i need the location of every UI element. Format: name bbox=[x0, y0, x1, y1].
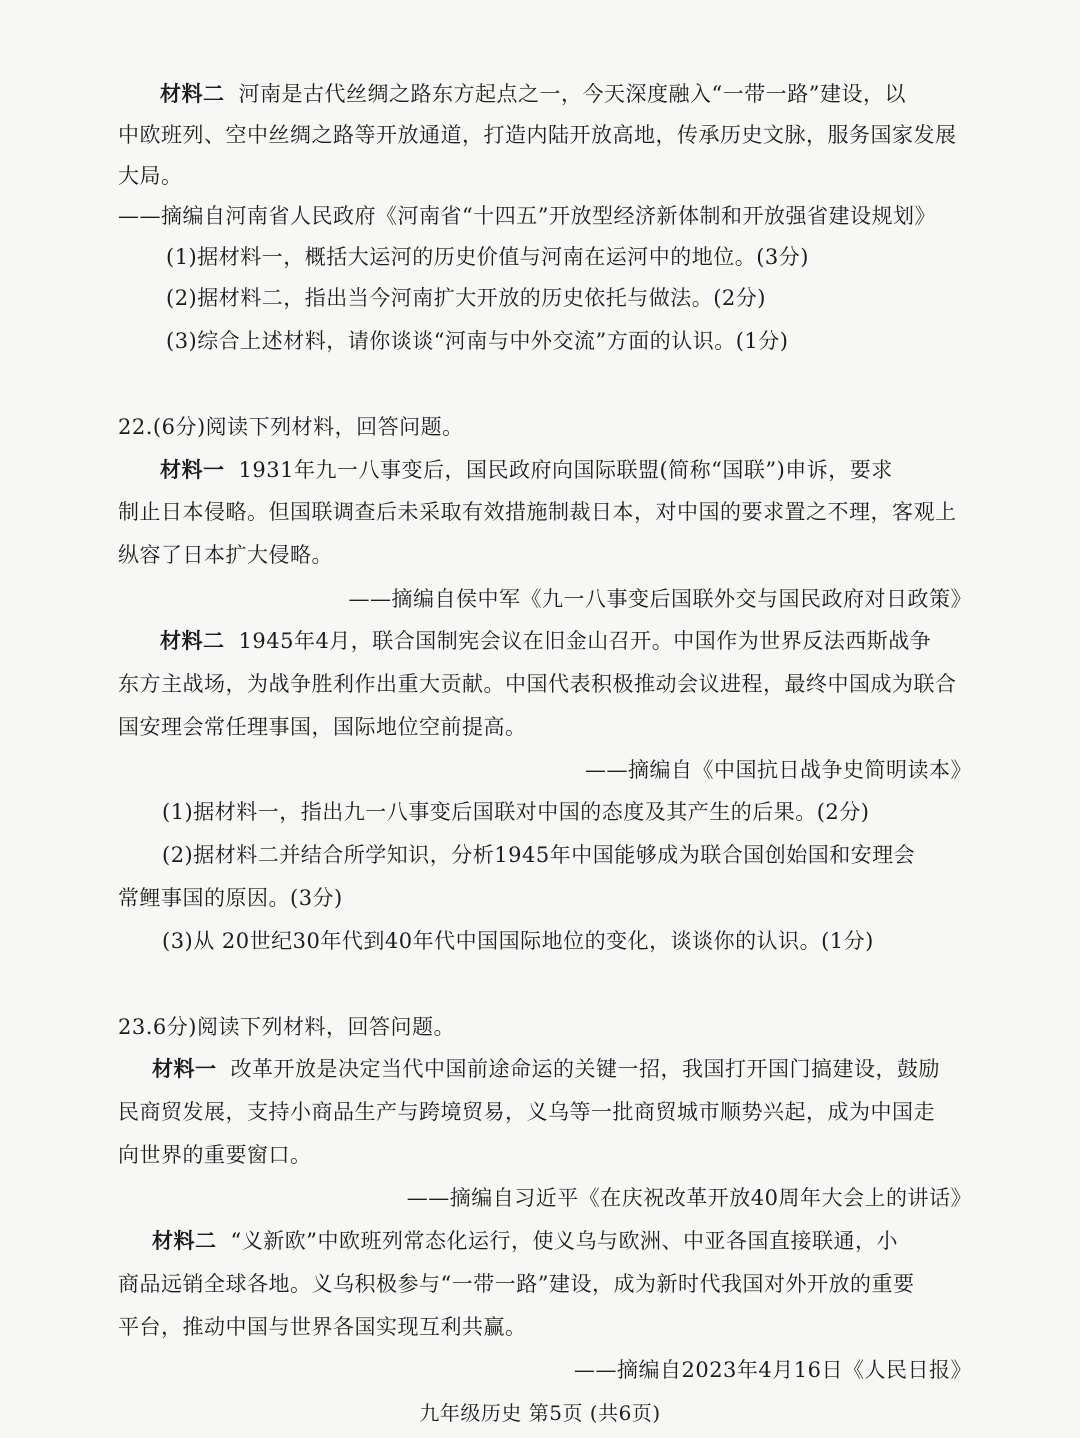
q22-question-2-line2: 常鲤事国的原因。(3分) bbox=[118, 886, 343, 910]
q22-material2-label: 材料二 bbox=[160, 629, 225, 653]
q22-material2-line2: 东方主战场，为战争胜利作出重大贡献。中国代表积极推动会议进程，最终中国成为联合 bbox=[118, 672, 957, 696]
q22-material1-line1: 材料一 1931年九一八事变后，国民政府向国际联盟(简称“国联”)申诉，要求 bbox=[160, 458, 893, 482]
q22-question-3: (3)从 20世纪30年代到40年代中国国际地位的变化，谈谈你的认识。(1分) bbox=[162, 929, 874, 953]
q22-material1-label: 材料一 bbox=[160, 458, 225, 482]
q23-material2-source: ——摘编自2023年4月16日《人民日报》 bbox=[573, 1358, 972, 1382]
q22-question-1: (1)据材料一，指出九一八事变后国联对中国的态度及其产生的后果。(2分) bbox=[162, 800, 870, 824]
q21-material2-source: ——摘编自河南省人民政府《河南省“十四五”开放型经济新体制和开放强省建设规划》 bbox=[118, 204, 936, 228]
q23-material1-line2: 民商贸发展，支持小商品生产与跨境贸易，义乌等一批商贸城市顺势兴起，成为中国走 bbox=[118, 1100, 935, 1124]
q22-material1-line3: 纵容了日本扩大侵略。 bbox=[118, 543, 333, 567]
q22-material2-line1: 材料二 1945年4月，联合国制宪会议在旧金山召开。中国作为世界反法西斯战争 bbox=[160, 629, 932, 653]
page-footer: 九年级历史 第5页 (共6页) bbox=[419, 1401, 661, 1425]
q21-material2-line1: 材料二 河南是古代丝绸之路东方起点之一，今天深度融入“一带一路”建设，以 bbox=[160, 82, 906, 106]
q22-title: 22.(6分)阅读下列材料，回答问题。 bbox=[118, 415, 464, 439]
q23-material1-line1: 材料一 改革开放是决定当代中国前途命运的关键一招，我国打开国门搞建设，鼓励 bbox=[152, 1057, 940, 1081]
q23-material2-line1: 材料二 “义新欧”中欧班列常态化运行，使义乌与欧洲、中亚各国直接联通，小 bbox=[152, 1229, 898, 1253]
q23-material2-label: 材料二 bbox=[152, 1229, 217, 1253]
q23-material1-label: 材料一 bbox=[152, 1057, 217, 1081]
q23-material1-source: ——摘编自习近平《在庆祝改革开放40周年大会上的讲话》 bbox=[406, 1186, 972, 1210]
q23-material2-line2: 商品远销全球各地。义乌积极参与“一带一路”建设，成为新时代我国对外开放的重要 bbox=[118, 1272, 915, 1296]
q22-material2-line3: 国安理会常任理事国，国际地位空前提高。 bbox=[118, 715, 527, 739]
q23-material1-line3: 向世界的重要窗口。 bbox=[118, 1143, 312, 1167]
q21-material2-label: 材料二 bbox=[160, 82, 225, 106]
q21-material2-line2: 中欧班列、空中丝绸之路等开放通道，打造内陆开放高地，传承历史文脉，服务国家发展 bbox=[118, 123, 957, 147]
q22-question-2-line1: (2)据材料二并结合所学知识，分析1945年中国能够成为联合国创始国和安理会 bbox=[162, 843, 916, 867]
q22-material1-source: ——摘编自侯中军《九一八事变后国联外交与国民政府对日政策》 bbox=[348, 587, 972, 611]
q21-material2-line3: 大局。 bbox=[118, 164, 183, 188]
q23-title: 23.6分)阅读下列材料，回答问题。 bbox=[118, 1015, 455, 1039]
q23-material2-line3: 平台，推动中国与世界各国实现互利共赢。 bbox=[118, 1315, 527, 1339]
q21-question-1: (1)据材料一，概括大运河的历史价值与河南在运河中的地位。(3分) bbox=[166, 245, 809, 269]
q21-question-3: (3)综合上述材料，请你谈谈“河南与中外交流”方面的认识。(1分) bbox=[166, 329, 789, 353]
q21-question-2: (2)据材料二，指出当今河南扩大开放的历史依托与做法。(2分) bbox=[166, 286, 766, 310]
q22-material2-source: ——摘编自《中国抗日战争史简明读本》 bbox=[585, 758, 972, 782]
q22-material1-line2: 制止日本侵略。但国联调查后未采取有效措施制裁日本，对中国的要求置之不理，客观上 bbox=[118, 500, 957, 524]
